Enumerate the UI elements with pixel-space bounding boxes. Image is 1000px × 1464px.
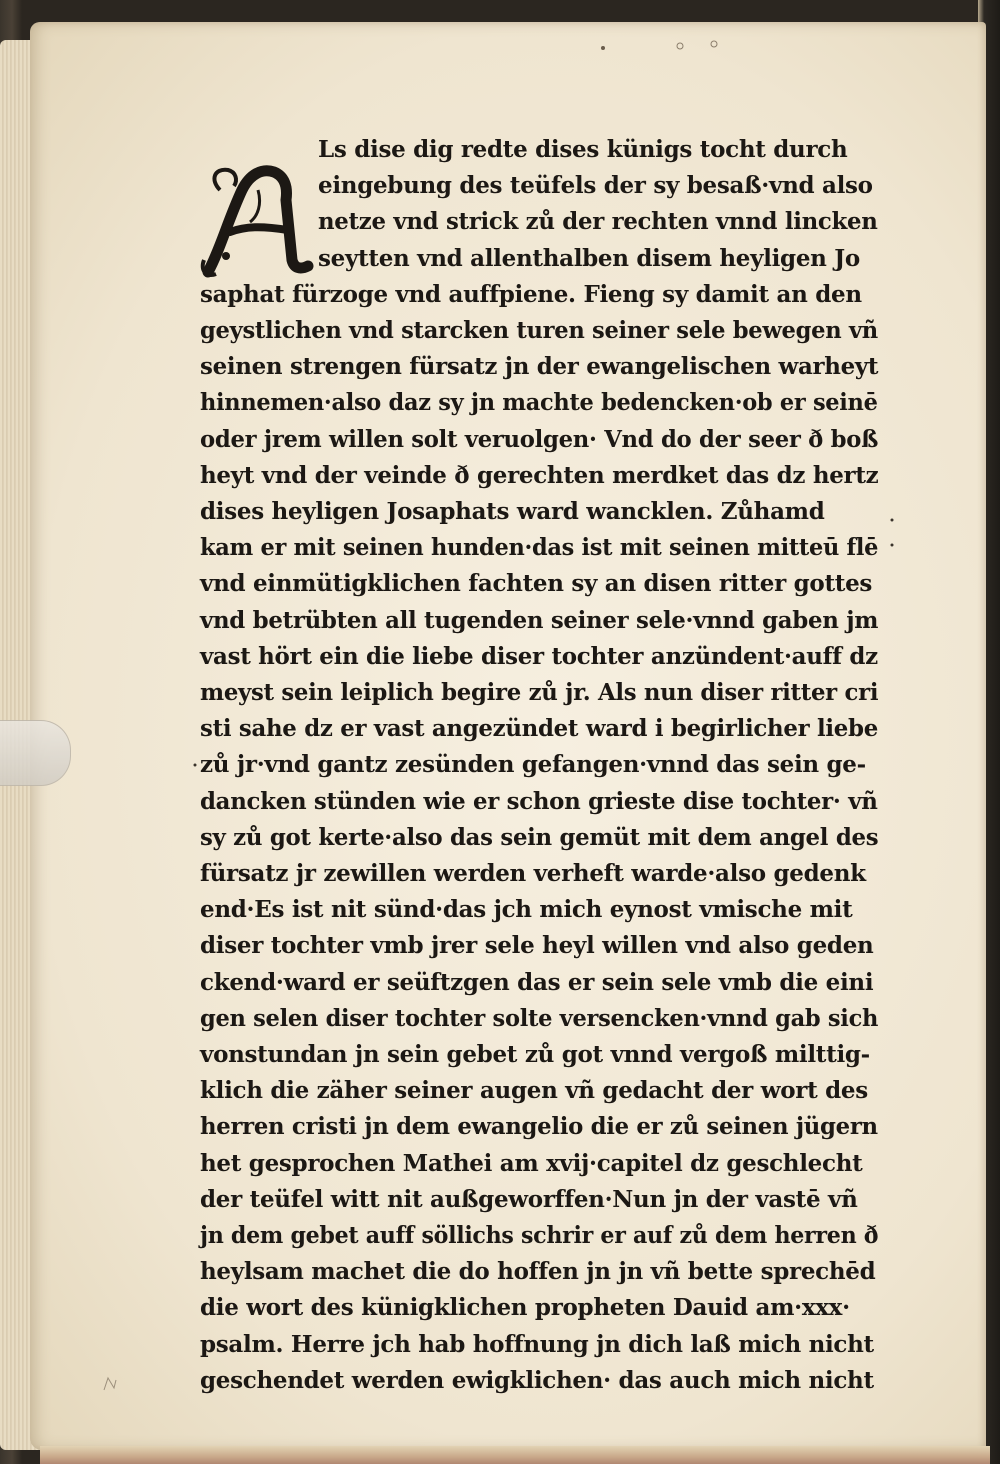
text-line: vast hört ein die liebe diser tochter anzündent·auff dz [200, 642, 878, 670]
text-line: hinnemen·also daz sy jn machte bedencken·ob er seinē [200, 389, 878, 417]
text-line: fürsatz jr zewillen werden verheft warde·also gedenk [200, 860, 866, 887]
text-line: herren cristi jn dem ewangelio die er zů seinen jügern [200, 1113, 878, 1141]
initial-inner-detail [250, 190, 260, 222]
text-line: die wort des künigklichen propheten Dauid am·xxx· [200, 1294, 850, 1322]
text-line: end·Es ist nit sünd·das jch mich eynost vmische mit [200, 896, 853, 924]
text-line: sti sahe dz er vast angezündet ward i begirlicher liebe [200, 715, 878, 743]
text-line: gen selen diser tochter solte versencken·vnnd gab sich [200, 1004, 879, 1032]
text-line: netze vnd strick zů der rechten vnnd lincken [318, 208, 878, 236]
text-line: diser tochter vmb jrer sele heyl willen vnd also geden [200, 932, 874, 960]
text-line: dancken stünden wie er schon grieste dise tochter· vñ [200, 787, 878, 815]
text-line: meyst sein leiplich begire zů jr. Als nun diser ritter cri [200, 679, 879, 706]
text-line: vnd einmütigklichen fachten sy an disen ritter gottes [200, 570, 873, 598]
text-line: der teüfel witt nit außgeworffen·Nun jn der vastē vñ [200, 1185, 858, 1213]
text-line: heylsam machet die do hoffen jn jn vñ bette sprechēd [200, 1258, 876, 1286]
page-marker-tab [0, 720, 71, 786]
text-line: seinen strengen fürsatz jn der ewangelischen warheyt [200, 353, 879, 381]
text-line: geschendet werden ewigklichen· das auch mich nicht [200, 1366, 874, 1394]
text-line: vnd betrübten all tugenden seiner sele·vnnd gaben jm [200, 606, 879, 634]
text-line: saphat fürzoge vnd auffpiene. Fieng sy damit an den [200, 280, 862, 308]
text-line: heyt vnd der veinde ð gerechten merdket das dz hertz [200, 461, 879, 489]
text-line: dises heyligen Josaphats ward wancklen. Zůhamd [200, 498, 825, 525]
text-line: seytten vnd allenthalben disem heyligen Jo [318, 244, 860, 272]
text-line: vonstundan jn sein gebet zů got vnnd vergoß milttig- [200, 1041, 870, 1068]
text-line: het gesprochen Mathei am xvij·capitel dz geschlecht [200, 1149, 863, 1177]
text-line: ckend·ward er seüftzgen das er sein sele vmb die eini [200, 968, 874, 996]
decorated-initial [200, 160, 320, 280]
text-line: psalm. Herre jch hab hoffnung jn dich laß mich nicht [200, 1330, 874, 1358]
page-bottom-edge [40, 1446, 990, 1464]
text-line: geystlichen vnd starcken turen seiner sele bewegen vñ [200, 317, 878, 344]
text-line: klich die zäher seiner augen vñ gedacht der wort des [200, 1077, 868, 1105]
initial-flourish-top [214, 170, 236, 190]
initial-dot [222, 252, 230, 260]
text-line: zů jr·vnd gantz zesünden gefangen·vnnd das sein ge- [200, 751, 866, 779]
text-line: Ls dise dig redte dises künigs tocht durch [318, 136, 848, 163]
text-line: jn dem gebet auff söllichs schrir er auf zů dem herren ð [200, 1222, 879, 1249]
text-line: sy zů got kerte·also das sein gemüt mit dem angel des [200, 823, 879, 851]
text-line: eingebung des teüfels der sy besaß·vnd also [318, 172, 873, 200]
text-line: kam er mit seinen hunden·das ist mit seinen mitteū flē [200, 534, 879, 562]
text-line: oder jrem willen solt veruolgen· Vnd do der seer ð boß [200, 425, 879, 453]
